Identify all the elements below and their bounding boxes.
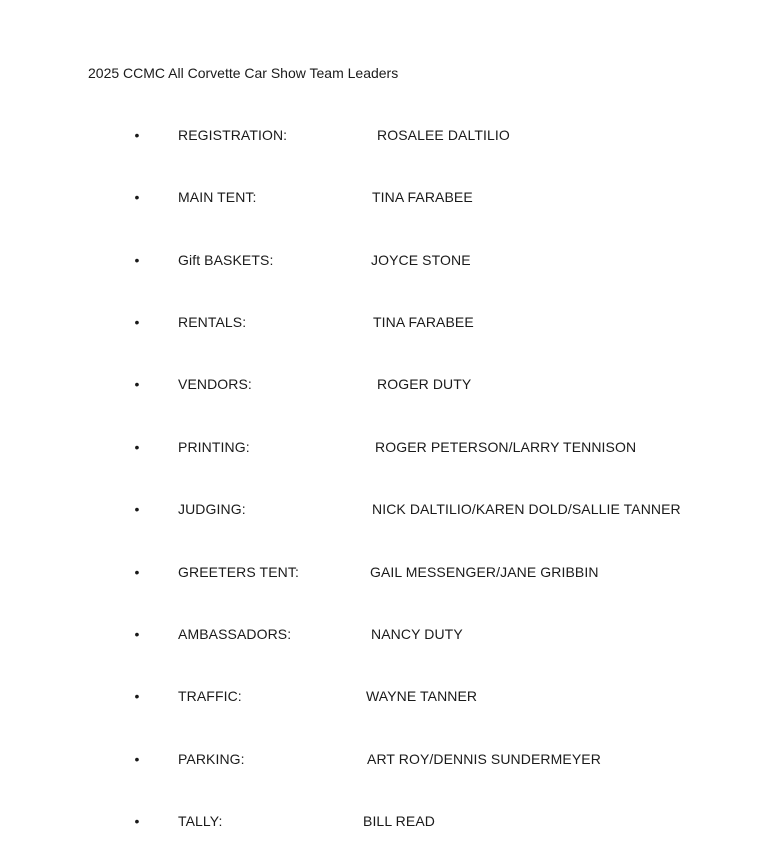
team-leader: ROGER DUTY (377, 376, 472, 392)
list-item (0, 250, 759, 270)
team-role: GREETERS TENT: (178, 564, 299, 580)
bullet-icon: • (134, 688, 140, 704)
bullet-icon: • (134, 376, 140, 392)
bullet-icon: • (134, 439, 140, 455)
team-role: TRAFFIC: (178, 688, 242, 704)
team-leader: TINA FARABEE (373, 314, 474, 330)
team-leader: GAIL MESSENGER/JANE GRIBBIN (370, 564, 599, 580)
list-item (0, 749, 759, 769)
team-role: PRINTING: (178, 439, 250, 455)
bullet-icon: • (134, 501, 140, 517)
list-item (0, 437, 759, 457)
team-role: PARKING: (178, 751, 245, 767)
team-leader: NICK DALTILIO/KAREN DOLD/SALLIE TANNER (372, 501, 681, 517)
team-role: REGISTRATION: (178, 127, 288, 143)
bullet-icon: • (134, 127, 140, 143)
team-role: RENTALS: (178, 314, 247, 330)
team-leader: ART ROY/DENNIS SUNDERMEYER (367, 751, 601, 767)
list-item (0, 499, 759, 519)
list-item (0, 686, 759, 706)
bullet-icon: • (134, 751, 140, 767)
team-leader: ROSALEE DALTILIO (377, 127, 510, 143)
list-item (0, 187, 759, 207)
bullet-icon: • (134, 252, 140, 268)
team-role: Gift BASKETS: (178, 252, 274, 268)
team-role: TALLY: (178, 813, 223, 829)
team-leader: JOYCE STONE (371, 252, 471, 268)
bullet-icon: • (134, 314, 140, 330)
bullet-icon: • (134, 813, 140, 829)
list-item (0, 125, 759, 145)
document-title: 2025 CCMC All Corvette Car Show Team Leaders (88, 65, 399, 81)
list-item (0, 811, 759, 831)
bullet-icon: • (134, 626, 140, 642)
team-role: JUDGING: (178, 501, 246, 517)
list-item (0, 374, 759, 394)
team-role: MAIN TENT: (178, 189, 257, 205)
team-role: AMBASSADORS: (178, 626, 292, 642)
team-role: VENDORS: (178, 376, 252, 392)
team-leader: WAYNE TANNER (366, 688, 478, 704)
list-item (0, 624, 759, 644)
team-leader: ROGER PETERSON/LARRY TENNISON (375, 439, 637, 455)
bullet-icon: • (134, 189, 140, 205)
team-leader: TINA FARABEE (372, 189, 473, 205)
list-item (0, 562, 759, 582)
team-leader: BILL READ (363, 813, 435, 829)
list-item (0, 312, 759, 332)
bullet-icon: • (134, 564, 140, 580)
team-leader: NANCY DUTY (371, 626, 463, 642)
